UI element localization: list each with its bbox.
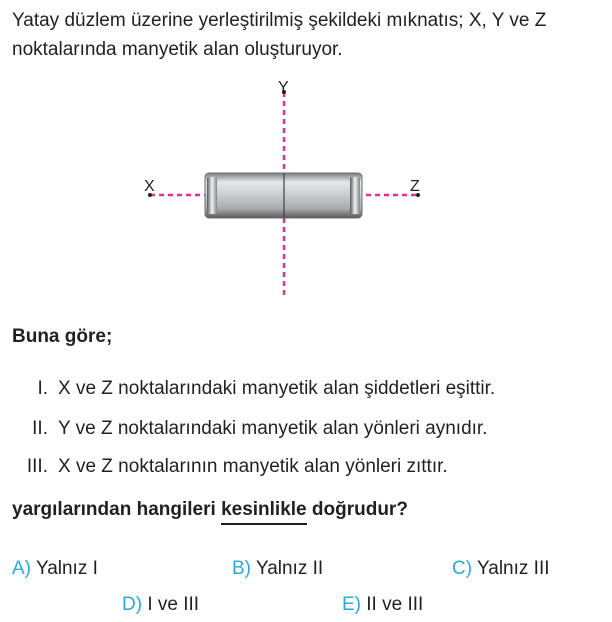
statement-2 xyxy=(32,418,488,440)
ask-before: yargılarından hangileri xyxy=(12,499,222,520)
option-letter: D) xyxy=(122,594,143,615)
label-x: X xyxy=(144,178,155,195)
question-intro: Yatay düzlem üzerine yerleştirilmiş şekildeki mıknatıs; X, Y ve Z noktalarında manyetik alan oluşturuyor. xyxy=(12,10,547,60)
option-letter: A) xyxy=(12,558,31,579)
option-text: Yalnız II xyxy=(255,558,324,579)
option-text: I ve III xyxy=(147,594,200,615)
statement-number: I. xyxy=(37,378,48,399)
statement-number: III. xyxy=(26,456,48,477)
statement-text: X ve Z noktalarındaki manyetik alan şiddetleri eşittir. xyxy=(58,378,496,399)
option-text: Yalnız I xyxy=(35,558,98,579)
option-c[interactable] xyxy=(452,558,550,580)
ask-after: doğrudur? xyxy=(306,499,408,520)
magnet-diagram xyxy=(130,78,440,303)
magnet-right-cap xyxy=(350,177,360,214)
statement-3 xyxy=(26,456,448,478)
option-a[interactable] xyxy=(12,558,98,580)
option-d[interactable] xyxy=(122,594,199,616)
statement-text: Y ve Z noktalarındaki manyetik alan yönleri aynıdır. xyxy=(58,418,488,439)
magnet-left-cap xyxy=(207,177,217,214)
question-ask xyxy=(12,499,408,521)
option-letter: C) xyxy=(452,558,473,579)
option-text: Yalnız III xyxy=(477,558,550,579)
label-y: Y xyxy=(278,79,289,96)
ask-emphasis: kesinlikle xyxy=(221,499,307,525)
statement-1 xyxy=(37,378,496,400)
label-z: Z xyxy=(410,178,420,195)
option-text: II ve III xyxy=(366,594,424,615)
prompt-text: Buna göre; xyxy=(12,326,113,347)
statement-text: X ve Z noktalarının manyetik alan yönleri zıttır. xyxy=(58,456,448,477)
option-e[interactable] xyxy=(342,594,423,616)
option-letter: E) xyxy=(342,594,361,615)
option-letter: B) xyxy=(232,558,251,579)
magnet-figure xyxy=(130,78,440,303)
statement-number: II. xyxy=(32,418,48,439)
option-b[interactable] xyxy=(232,558,323,580)
